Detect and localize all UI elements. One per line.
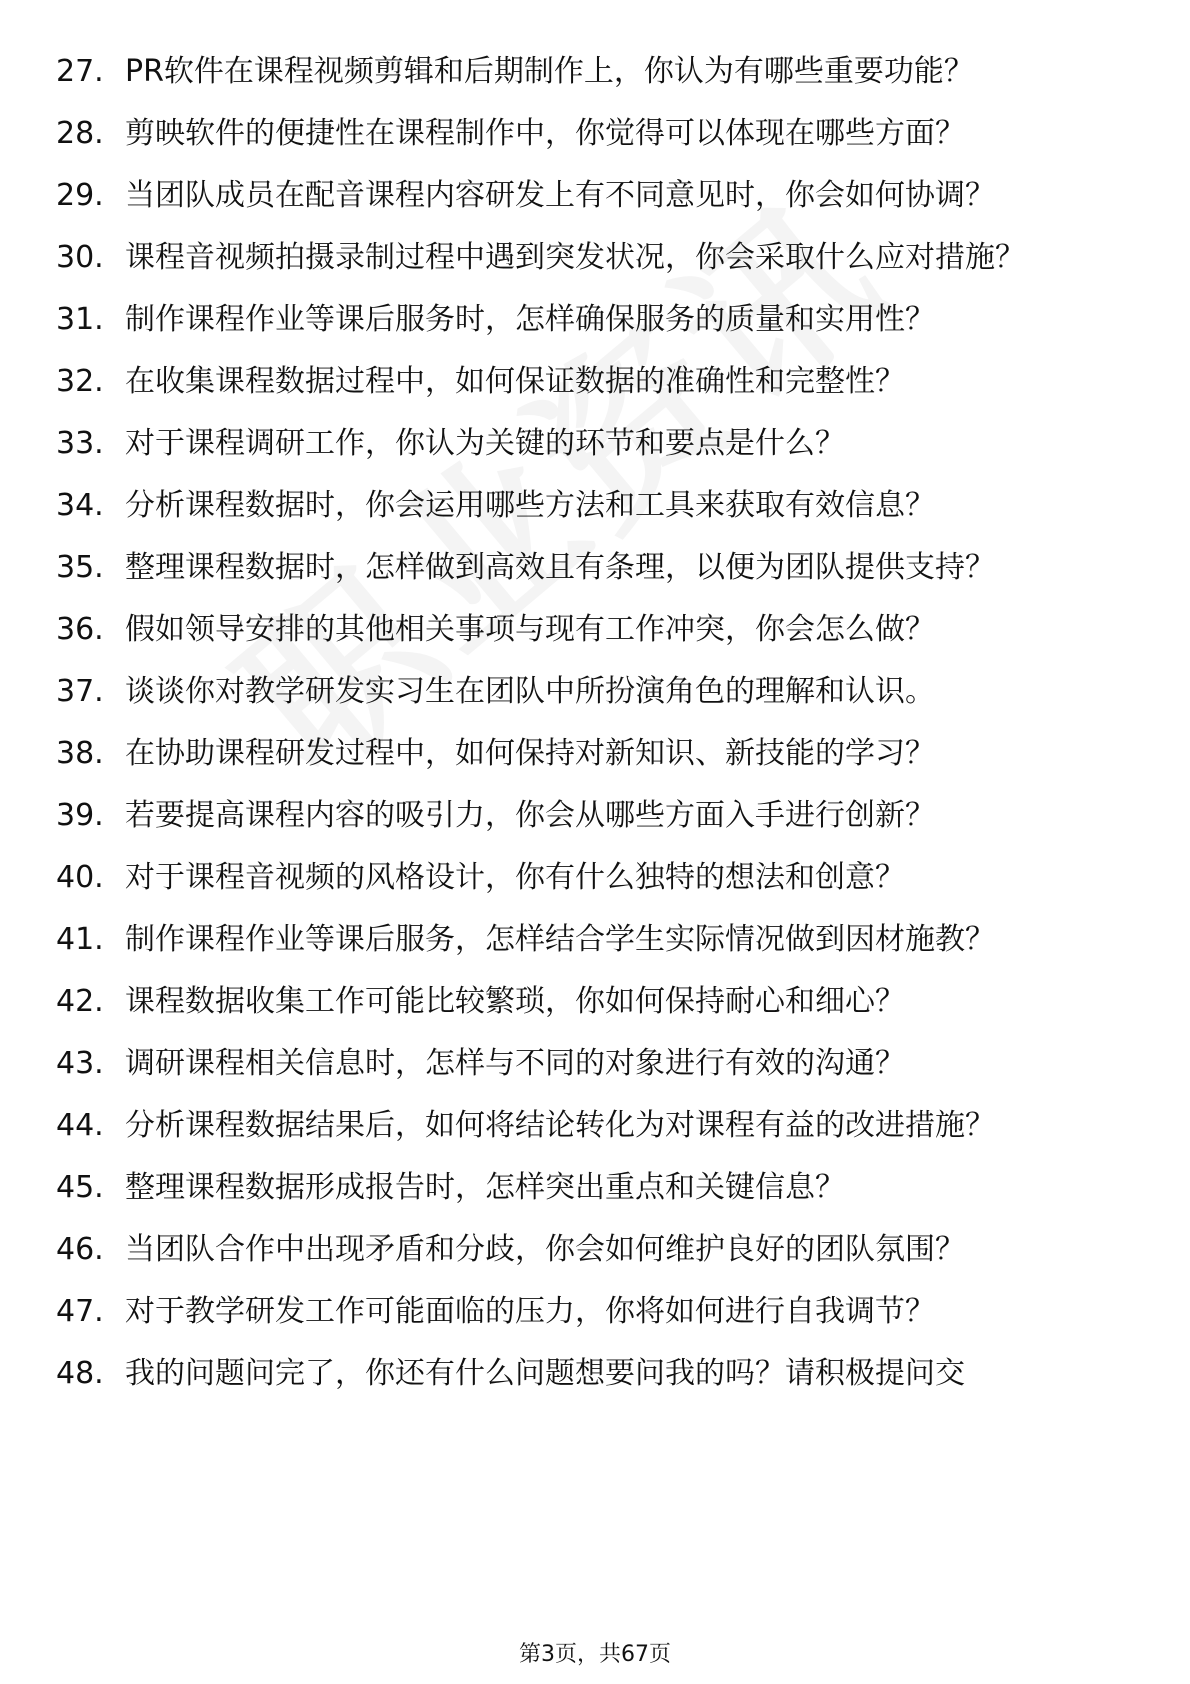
question-text: 假如领导安排的其他相关事项与现有工作冲突，你会怎么做？ bbox=[125, 612, 935, 647]
question-number: 33. bbox=[56, 426, 104, 461]
question-text: 若要提高课程内容的吸引力，你会从哪些方面入手进行创新？ bbox=[125, 798, 935, 833]
question-item bbox=[0, 484, 1190, 527]
question-text: 对于课程音视频的风格设计，你有什么独特的想法和创意？ bbox=[125, 860, 905, 895]
question-number: 42. bbox=[56, 984, 104, 1019]
question-text: 课程音视频拍摄录制过程中遇到突发状况，你会采取什么应对措施？ bbox=[125, 240, 1025, 275]
question-text: 整理课程数据形成报告时，怎样突出重点和关键信息？ bbox=[125, 1170, 845, 1205]
question-number: 43. bbox=[56, 1046, 104, 1081]
question-text: 谈谈你对教学研发实习生在团队中所扮演角色的理解和认识。 bbox=[125, 674, 935, 709]
question-item bbox=[0, 422, 1190, 465]
question-item bbox=[0, 980, 1190, 1023]
question-text: 制作课程作业等课后服务，怎样结合学生实际情况做到因材施教？ bbox=[125, 922, 995, 957]
question-number: 27. bbox=[56, 54, 104, 89]
question-number: 28. bbox=[56, 116, 104, 151]
question-number: 47. bbox=[56, 1294, 104, 1329]
question-item bbox=[0, 608, 1190, 651]
question-text: 调研课程相关信息时，怎样与不同的对象进行有效的沟通？ bbox=[125, 1046, 905, 1081]
question-item bbox=[0, 1228, 1190, 1271]
question-number: 48. bbox=[56, 1356, 104, 1391]
question-item bbox=[0, 174, 1190, 217]
question-number: 38. bbox=[56, 736, 104, 771]
question-item bbox=[0, 112, 1190, 155]
question-text: 剪映软件的便捷性在课程制作中，你觉得可以体现在哪些方面？ bbox=[125, 116, 965, 151]
question-number: 36. bbox=[56, 612, 104, 647]
question-item bbox=[0, 236, 1190, 279]
question-item bbox=[0, 50, 1190, 93]
question-item bbox=[0, 298, 1190, 341]
question-item bbox=[0, 732, 1190, 775]
question-item bbox=[0, 856, 1190, 899]
question-item bbox=[0, 1290, 1190, 1333]
question-number: 32. bbox=[56, 364, 104, 399]
question-number: 29. bbox=[56, 178, 104, 213]
question-item bbox=[0, 794, 1190, 837]
question-text: 对于课程调研工作，你认为关键的环节和要点是什么？ bbox=[125, 426, 845, 461]
question-number: 39. bbox=[56, 798, 104, 833]
question-list bbox=[0, 50, 1190, 1414]
question-text: 分析课程数据结果后，如何将结论转化为对课程有益的改进措施？ bbox=[125, 1108, 995, 1143]
question-text: 整理课程数据时，怎样做到高效且有条理，以便为团队提供支持？ bbox=[125, 550, 995, 585]
question-text: 课程数据收集工作可能比较繁琐，你如何保持耐心和细心？ bbox=[125, 984, 905, 1019]
question-number: 30. bbox=[56, 240, 104, 275]
question-item bbox=[0, 1352, 1190, 1395]
question-item bbox=[0, 1166, 1190, 1209]
question-number: 45. bbox=[56, 1170, 104, 1205]
question-item bbox=[0, 1104, 1190, 1147]
question-number: 44. bbox=[56, 1108, 104, 1143]
question-text: 在收集课程数据过程中，如何保证数据的准确性和完整性？ bbox=[125, 364, 905, 399]
question-text: 制作课程作业等课后服务时，怎样确保服务的质量和实用性？ bbox=[125, 302, 935, 337]
question-number: 37. bbox=[56, 674, 104, 709]
question-item bbox=[0, 1042, 1190, 1085]
question-text: 当团队成员在配音课程内容研发上有不同意见时，你会如何协调？ bbox=[125, 178, 995, 213]
question-text: 对于教学研发工作可能面临的压力，你将如何进行自我调节？ bbox=[125, 1294, 935, 1329]
question-number: 41. bbox=[56, 922, 104, 957]
question-text: 当团队合作中出现矛盾和分歧，你会如何维护良好的团队氛围？ bbox=[125, 1232, 965, 1267]
question-item bbox=[0, 546, 1190, 589]
question-number: 35. bbox=[56, 550, 104, 585]
question-number: 31. bbox=[56, 302, 104, 337]
question-text: 分析课程数据时，你会运用哪些方法和工具来获取有效信息？ bbox=[125, 488, 935, 523]
question-item bbox=[0, 670, 1190, 713]
page-number: 第3页，共67页 bbox=[519, 1642, 671, 1667]
question-text: PR软件在课程视频剪辑和后期制作上，你认为有哪些重要功能？ bbox=[125, 54, 974, 89]
question-item bbox=[0, 918, 1190, 961]
question-text: 在协助课程研发过程中，如何保持对新知识、新技能的学习？ bbox=[125, 736, 935, 771]
question-text: 我的问题问完了，你还有什么问题想要问我的吗？请积极提问交 bbox=[125, 1356, 965, 1391]
question-number: 46. bbox=[56, 1232, 104, 1267]
question-number: 34. bbox=[56, 488, 104, 523]
question-item bbox=[0, 360, 1190, 403]
question-number: 40. bbox=[56, 860, 104, 895]
